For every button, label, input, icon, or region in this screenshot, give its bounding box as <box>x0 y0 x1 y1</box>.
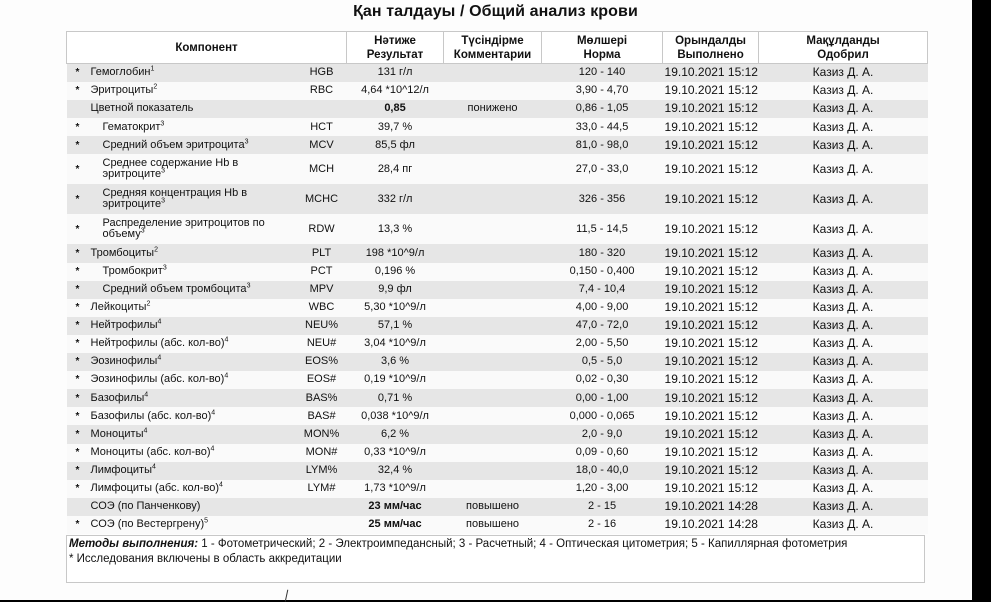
result-comment <box>444 118 542 136</box>
performed-date: 19.10.2021 15:12 <box>663 335 759 353</box>
reference-range: 4,00 - 9,00 <box>542 299 663 317</box>
component-code: LYM% <box>297 462 347 480</box>
performed-date: 19.10.2021 15:12 <box>663 407 759 425</box>
methods-label: Методы выполнения: <box>69 538 199 550</box>
approved-by: Казиз Д. А. <box>759 118 928 136</box>
component-name <box>89 317 297 335</box>
approved-by: Казиз Д. А. <box>759 353 928 371</box>
header-comment <box>444 32 542 64</box>
approved-by: Казиз Д. А. <box>759 100 928 118</box>
methods-footer <box>66 535 925 583</box>
results-table <box>66 31 928 534</box>
result-comment <box>444 335 542 353</box>
header-approved-ru: Одобрил <box>817 48 869 61</box>
header-result <box>347 32 444 64</box>
reference-range: 47,0 - 72,0 <box>542 317 663 335</box>
component-code <box>297 100 347 118</box>
component-name <box>89 281 297 299</box>
reference-range: 0,86 - 1,05 <box>542 100 663 118</box>
method-footnote: 4 <box>144 390 149 398</box>
accreditation-star: * <box>67 407 89 425</box>
method-footnote: 4 <box>143 427 148 435</box>
result-value: 9,9 фл <box>347 281 444 299</box>
component-name <box>89 335 297 353</box>
table-body <box>67 64 928 534</box>
method-footnote: 3 <box>160 119 165 127</box>
performed-date: 19.10.2021 15:12 <box>663 214 759 244</box>
reference-range: 33,0 - 44,5 <box>542 118 663 136</box>
accreditation-star: * <box>67 516 89 534</box>
method-footnote: 3 <box>161 197 166 205</box>
result-value: 198 *10^9/л <box>347 244 444 262</box>
accreditation-star: * <box>67 389 89 407</box>
component-code: EOS# <box>297 371 347 389</box>
component-name <box>89 244 297 262</box>
method-footnote: 4 <box>219 481 223 489</box>
approved-by: Казиз Д. А. <box>759 462 928 480</box>
header-result-kz: Нәтиже <box>374 34 416 47</box>
accreditation-star: * <box>67 281 89 299</box>
result-comment: понижено <box>444 100 542 118</box>
performed-date: 19.10.2021 15:12 <box>663 82 759 100</box>
reference-range: 2 - 15 <box>542 498 663 516</box>
component-code: RDW <box>297 214 347 244</box>
performed-date: 19.10.2021 15:12 <box>663 184 759 214</box>
accreditation-star: * <box>67 317 89 335</box>
performed-date: 19.10.2021 15:12 <box>663 100 759 118</box>
approved-by: Казиз Д. А. <box>759 64 928 83</box>
component-code: WBC <box>297 299 347 317</box>
component-name-text: Лимфоциты (абс. кол-во) <box>90 481 220 494</box>
component-code: PLT <box>297 244 347 262</box>
result-comment: повышено <box>444 498 542 516</box>
component-name-text: Нейтрофилы <box>90 319 158 332</box>
approved-by: Казиз Д. А. <box>759 82 928 100</box>
approved-by: Казиз Д. А. <box>759 299 928 317</box>
component-code: HCT <box>297 118 347 136</box>
result-value: 131 г/л <box>347 64 444 83</box>
result-comment <box>444 371 542 389</box>
method-footnote: 4 <box>224 372 229 380</box>
component-name <box>89 118 297 136</box>
result-value: 0,19 *10^9/л <box>347 371 444 389</box>
result-comment <box>444 425 542 443</box>
accreditation-star: * <box>67 82 89 100</box>
result-value: 0,85 <box>347 100 444 118</box>
component-name <box>89 184 297 214</box>
table-row <box>67 516 928 534</box>
component-name-text: Эозинофилы (абс. кол-во) <box>90 373 225 386</box>
result-value: 6,2 % <box>347 425 444 443</box>
result-comment <box>444 299 542 317</box>
method-footnote: 2 <box>154 246 158 254</box>
result-value: 0,33 *10^9/л <box>347 444 444 462</box>
result-comment <box>444 214 542 244</box>
approved-by: Казиз Д. А. <box>759 425 928 443</box>
result-comment <box>444 136 542 154</box>
reference-range: 180 - 320 <box>542 244 663 262</box>
result-value: 25 мм/час <box>347 516 444 534</box>
result-value: 13,3 % <box>347 214 444 244</box>
header-component: Компонент <box>67 32 347 64</box>
result-comment <box>444 82 542 100</box>
component-name <box>89 353 297 371</box>
method-footnote: 4 <box>157 354 162 362</box>
performed-date: 19.10.2021 15:12 <box>663 244 759 262</box>
accreditation-star: * <box>67 263 89 281</box>
table-header <box>67 32 928 64</box>
performed-date: 19.10.2021 15:12 <box>663 281 759 299</box>
reference-range: 0,00 - 1,00 <box>542 389 663 407</box>
header-approved-kz: Мақұлданды <box>806 34 880 47</box>
component-name-text: Лейкоциты <box>90 301 147 314</box>
header-norm-ru: Норма <box>583 48 621 61</box>
component-name <box>89 389 297 407</box>
component-name-text: Базофилы (абс. кол-во) <box>90 409 212 422</box>
result-comment: повышено <box>444 516 542 534</box>
component-name <box>89 154 297 184</box>
approved-by: Казиз Д. А. <box>759 244 928 262</box>
component-name <box>89 263 297 281</box>
accreditation-star: * <box>67 371 89 389</box>
result-comment <box>444 407 542 425</box>
result-value: 32,4 % <box>347 462 444 480</box>
table-row <box>67 407 928 425</box>
approved-by: Казиз Д. А. <box>759 480 928 498</box>
reference-range: 2,0 - 9,0 <box>542 425 663 443</box>
component-name-text: Гемоглобин <box>90 66 151 79</box>
method-footnote: 5 <box>204 517 209 525</box>
performed-date: 19.10.2021 15:12 <box>663 317 759 335</box>
header-result-ru: Результат <box>366 48 424 61</box>
method-footnote: 4 <box>224 336 229 344</box>
table-row <box>67 118 928 136</box>
method-footnote: 3 <box>140 227 145 235</box>
reference-range: 0,02 - 0,30 <box>542 371 663 389</box>
component-name-text: Лимфоциты <box>90 463 152 476</box>
table-row <box>67 444 928 462</box>
reference-range: 7,4 - 10,4 <box>542 281 663 299</box>
component-name-text: Нейтрофилы (абс. кол-во) <box>90 337 225 350</box>
approved-by: Казиз Д. А. <box>759 444 928 462</box>
method-footnote: 4 <box>211 408 216 416</box>
performed-date: 19.10.2021 15:12 <box>663 353 759 371</box>
component-name-text: Моноциты (абс. кол-во) <box>90 445 211 458</box>
performed-date: 19.10.2021 15:12 <box>663 444 759 462</box>
table-row <box>67 498 928 516</box>
approved-by: Казиз Д. А. <box>759 184 928 214</box>
table-row <box>67 462 928 480</box>
component-name <box>89 407 297 425</box>
accreditation-star: * <box>67 444 89 462</box>
component-name-text: Гематокрит <box>102 120 161 133</box>
method-footnote: 3 <box>246 282 251 290</box>
component-name <box>89 444 297 462</box>
accreditation-star: * <box>67 214 89 244</box>
table-row <box>67 480 928 498</box>
result-value: 3,04 *10^9/л <box>347 335 444 353</box>
performed-date: 19.10.2021 15:12 <box>663 480 759 498</box>
header-comment-kz: Түсіндірме <box>461 34 524 47</box>
result-comment <box>444 353 542 371</box>
result-value: 39,7 % <box>347 118 444 136</box>
result-comment <box>444 244 542 262</box>
component-code: EOS% <box>297 353 347 371</box>
component-code: MCV <box>297 136 347 154</box>
accreditation-note: * Исследования включены в область аккредитации <box>69 552 342 565</box>
result-comment <box>444 281 542 299</box>
header-done <box>663 32 759 64</box>
method-footnote: 3 <box>244 138 249 146</box>
reference-range: 2 - 16 <box>542 516 663 534</box>
performed-date: 19.10.2021 15:12 <box>663 371 759 389</box>
component-code: MCH <box>297 154 347 184</box>
method-footnote: 2 <box>153 83 158 91</box>
component-name <box>89 425 297 443</box>
component-name <box>89 480 297 498</box>
table-row <box>67 281 928 299</box>
header-comment-ru: Комментарии <box>453 48 532 61</box>
component-name-text: Средний объем эритроцита <box>102 138 245 151</box>
result-value: 4,64 *10^12/л <box>347 82 444 100</box>
component-code: RBC <box>297 82 347 100</box>
result-value: 1,73 *10^9/л <box>347 480 444 498</box>
accreditation-star: * <box>67 64 89 83</box>
approved-by: Казиз Д. А. <box>759 389 928 407</box>
result-value: 23 мм/час <box>347 498 444 516</box>
table-row <box>67 425 928 443</box>
component-name <box>89 516 297 534</box>
component-name <box>89 299 297 317</box>
method-footnote: 3 <box>161 167 166 175</box>
component-code: BAS# <box>297 407 347 425</box>
reference-range: 0,000 - 0,065 <box>542 407 663 425</box>
accreditation-star: * <box>67 335 89 353</box>
component-code <box>297 516 347 534</box>
table-row <box>67 299 928 317</box>
method-footnote: 2 <box>146 300 151 308</box>
approved-by: Казиз Д. А. <box>759 214 928 244</box>
component-name <box>89 64 297 83</box>
method-footnote: 4 <box>151 463 156 471</box>
reference-range: 326 - 356 <box>542 184 663 214</box>
approved-by: Казиз Д. А. <box>759 407 928 425</box>
performed-date: 19.10.2021 14:28 <box>663 498 759 516</box>
performed-date: 19.10.2021 15:12 <box>663 263 759 281</box>
component-code: HGB <box>297 64 347 83</box>
approved-by: Казиз Д. А. <box>759 498 928 516</box>
result-value: 28,4 пг <box>347 154 444 184</box>
performed-date: 19.10.2021 15:12 <box>663 425 759 443</box>
table-row <box>67 184 928 214</box>
result-value: 0,038 *10^9/л <box>347 407 444 425</box>
table-row <box>67 335 928 353</box>
result-value: 85,5 фл <box>347 136 444 154</box>
result-value: 0,196 % <box>347 263 444 281</box>
table-row <box>67 214 928 244</box>
component-name-text: Средний объем тромбоцита <box>102 282 247 295</box>
component-name-text: Цветной показатель <box>90 102 194 115</box>
result-comment <box>444 389 542 407</box>
page-title: Қан талдауы / Общий анализ крови <box>353 3 638 20</box>
component-name <box>89 462 297 480</box>
component-name <box>89 214 297 244</box>
component-code: NEU% <box>297 317 347 335</box>
method-footnote: 4 <box>210 445 215 453</box>
performed-date: 19.10.2021 15:12 <box>663 136 759 154</box>
performed-date: 19.10.2021 15:12 <box>663 64 759 83</box>
reference-range: 1,20 - 3,00 <box>542 480 663 498</box>
accreditation-star: * <box>67 184 89 214</box>
result-comment <box>444 317 542 335</box>
component-code: BAS% <box>297 389 347 407</box>
performed-date: 19.10.2021 15:12 <box>663 299 759 317</box>
accreditation-star: * <box>67 118 89 136</box>
result-comment <box>444 154 542 184</box>
reference-range: 0,09 - 0,60 <box>542 444 663 462</box>
component-name-text: Тромбоциты <box>90 246 155 259</box>
table-row <box>67 154 928 184</box>
result-comment <box>444 462 542 480</box>
reference-range: 3,90 - 4,70 <box>542 82 663 100</box>
table-row <box>67 136 928 154</box>
component-name-text: Эритроциты <box>90 84 154 97</box>
table-row <box>67 100 928 118</box>
component-code: PCT <box>297 263 347 281</box>
accreditation-star <box>67 498 89 516</box>
result-comment <box>444 480 542 498</box>
component-code: LYM# <box>297 480 347 498</box>
component-name-text: Тромбокрит <box>102 264 163 277</box>
table-row <box>67 353 928 371</box>
approved-by: Казиз Д. А. <box>759 263 928 281</box>
methods-text: 1 - Фотометрический; 2 - Электроимпедансный; 3 - Расчетный; 4 - Оптическая цитометрия; 5 - Капиллярная фотометрия <box>198 538 848 550</box>
reference-range: 81,0 - 98,0 <box>542 136 663 154</box>
method-footnote: 1 <box>150 65 155 73</box>
component-code: MON% <box>297 425 347 443</box>
accreditation-star: * <box>67 353 89 371</box>
performed-date: 19.10.2021 15:12 <box>663 154 759 184</box>
accreditation-star: * <box>67 425 89 443</box>
component-name <box>89 82 297 100</box>
component-code <box>297 498 347 516</box>
component-code: MPV <box>297 281 347 299</box>
approved-by: Казиз Д. А. <box>759 516 928 534</box>
component-name <box>89 100 297 118</box>
reference-range: 11,5 - 14,5 <box>542 214 663 244</box>
component-name-text: СОЭ (по Вестергрену) <box>90 518 205 531</box>
reference-range: 0,5 - 5,0 <box>542 353 663 371</box>
performed-date: 19.10.2021 15:12 <box>663 389 759 407</box>
result-value: 0,71 % <box>347 389 444 407</box>
component-name-text: Распределение эритроцитов по объему <box>102 216 265 241</box>
method-footnote: 4 <box>157 318 162 326</box>
reference-range: 18,0 - 40,0 <box>542 462 663 480</box>
accreditation-star: * <box>67 244 89 262</box>
component-name <box>89 371 297 389</box>
result-comment <box>444 184 542 214</box>
result-comment <box>444 263 542 281</box>
result-comment <box>444 444 542 462</box>
table-row <box>67 244 928 262</box>
table-row <box>67 389 928 407</box>
result-comment <box>444 64 542 83</box>
header-done-kz: Орындалды <box>675 34 746 47</box>
approved-by: Казиз Д. А. <box>759 154 928 184</box>
performed-date: 19.10.2021 15:12 <box>663 462 759 480</box>
approved-by: Казиз Д. А. <box>759 371 928 389</box>
signature-mark <box>285 590 292 602</box>
result-value: 57,1 % <box>347 317 444 335</box>
component-name-text: Базофилы <box>90 391 145 404</box>
accreditation-star: * <box>67 136 89 154</box>
result-value: 332 г/л <box>347 184 444 214</box>
component-name-text: Моноциты <box>90 427 144 440</box>
component-name <box>89 136 297 154</box>
result-value: 5,30 *10^9/л <box>347 299 444 317</box>
approved-by: Казиз Д. А. <box>759 136 928 154</box>
result-value: 3,6 % <box>347 353 444 371</box>
component-code: NEU# <box>297 335 347 353</box>
method-footnote: 3 <box>162 264 167 272</box>
accreditation-star: * <box>67 462 89 480</box>
component-code: MCHC <box>297 184 347 214</box>
approved-by: Казиз Д. А. <box>759 281 928 299</box>
reference-range: 2,00 - 5,50 <box>542 335 663 353</box>
table-row <box>67 371 928 389</box>
reference-range: 27,0 - 33,0 <box>542 154 663 184</box>
header-done-ru: Выполнено <box>677 48 744 61</box>
reference-range: 0,150 - 0,400 <box>542 263 663 281</box>
accreditation-star: * <box>67 299 89 317</box>
table-row <box>67 82 928 100</box>
table-row <box>67 263 928 281</box>
component-name-text: Эозинофилы <box>90 355 158 368</box>
accreditation-star: * <box>67 154 89 184</box>
component-name-text: Среднее содержание Hb в эритроците <box>102 156 239 181</box>
performed-date: 19.10.2021 14:28 <box>663 516 759 534</box>
header-approved <box>759 32 928 64</box>
component-name-text: СОЭ (по Панченкову) <box>90 500 201 513</box>
component-name-text: Средняя концентрация Hb в эритроците <box>102 186 248 211</box>
reference-range: 120 - 140 <box>542 64 663 83</box>
approved-by: Казиз Д. А. <box>759 317 928 335</box>
accreditation-star: * <box>67 480 89 498</box>
accreditation-star <box>67 100 89 118</box>
approved-by: Казиз Д. А. <box>759 335 928 353</box>
performed-date: 19.10.2021 15:12 <box>663 118 759 136</box>
table-row <box>67 64 928 83</box>
table-row <box>67 317 928 335</box>
header-norm <box>542 32 663 64</box>
component-name <box>89 498 297 516</box>
header-norm-kz: Мөлшері <box>576 34 628 47</box>
component-code: MON# <box>297 444 347 462</box>
